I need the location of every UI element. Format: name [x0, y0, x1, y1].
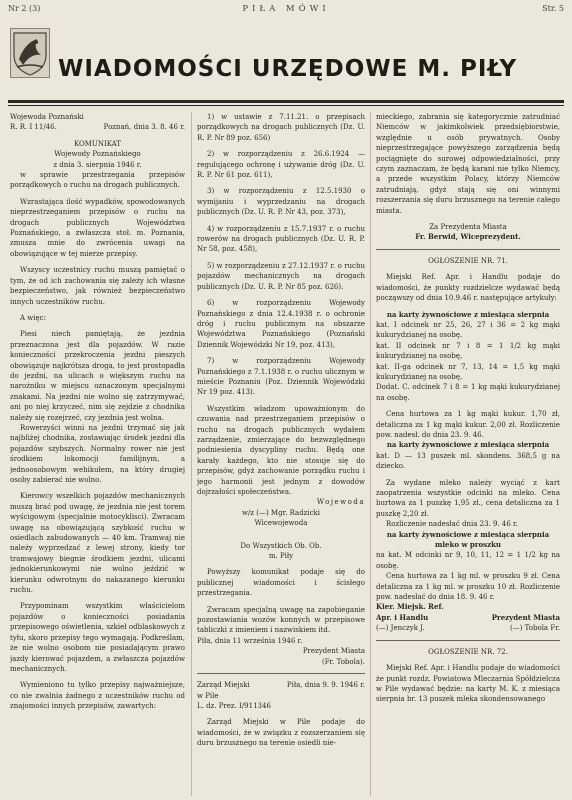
running-head	[8, 4, 564, 18]
paragraph: Cena hurtowa za 1 kg ml. w proszku 9 zł. Cena detaliczna za 1 kg ml. w proszku 10 zł. Rozliczenie pow. nadesłać do dnia 18. 9. 46 r.	[376, 572, 560, 602]
regulation-item: 5) w rozporządzeniu z 27.12.1937 r. o ruchu pojazdów mechanicznych na drogach publicznych (Dz. U. R. P. Nr 85 poz. 626).	[197, 261, 365, 291]
ration-heading: na karty żywnościowe z miesiąca sierpnia	[386, 529, 550, 539]
paragraph: Powyższy komunikat podaje się do publicznej wiadomości i ścisłego przestrzegania.	[197, 568, 365, 598]
column-2	[197, 112, 365, 796]
office-name: Zarząd Miejski	[197, 681, 250, 690]
signature-name: w/z (—) Mgr. Radzicki	[241, 508, 321, 517]
notice-subject: w sprawie przestrzegania przepisów porządkowych o ruchu na drogach publicznych.	[10, 171, 185, 190]
reference-number: R. R. I 11/46.	[10, 123, 57, 132]
masthead-rule-thin	[8, 105, 564, 106]
reference-number: L. dz. Prez. I/911346	[197, 701, 271, 710]
ration-item: na kat. M odcinki nr 9, 10, 11, 12 = 1 1/2 kg na osobę.	[376, 551, 560, 570]
notice-subheading: Wojewody Poznańskiego	[54, 150, 141, 159]
addressee-city: m. Piły	[268, 552, 294, 561]
signature-name: (—) Tobola Fr.	[509, 624, 560, 633]
paragraph-drivers: Kierowcy wszelkich pojazdów mechanicznych muszą brać pod uwagę, że jezdnia nie jest torem wyścigowym (specjalnie motocyklisci). Zwracam uwagę na obowiązującą szybkość ruchu w osiedlach zabudowanych — 40 km. Tramwaj nie należy wyprzedzać z lewej strony, kiedy tor tramwajowy biegnie środkiem jezdni, ulicami jednokierunkowymi nie wolno jeździć w kierunku odwrotnym do nakazanego kierunku ruchu.	[10, 492, 185, 595]
paragraph-cyclists: Rowerzyści winni na jezdni trzymać się jak najbliżej chodnika, zostawiając środek jezdni dla pojazdów szybszych. Normalny rower nie jest środkiem lokomocji familijnym, a jednoosobowym wehikułem, na który drugiej osoby zabierać nie wolno.	[10, 423, 185, 484]
ration-heading: na karty żywnościowe z miesiąca sierpnia	[386, 440, 550, 450]
office-line	[197, 680, 365, 690]
paragraph: Miejski Ref. Apr. i Handlu podaje do wiadomości, że punkty rozdzielcze wydawać będą począwszy od dnia 10.9.46 r. następujące artykuły:	[376, 273, 560, 303]
paragraph-pedestrians: Piesi niech pamiętają, że jezdnia przeznaczona jest dla pojazdów. W razie konieczności przekroczenia jezdni pieszych obowiązuje najkrótsza droga, to jest prostopadła do jezdni, na ulicach o większym ruchu na narożniku w miejscu oznaczonym specjalnymi znakami. Na jezdni nie wolno się zatrzymywać, ani po niej krzyczeć, nim się zejdzie z chodnika należy się rozejrzeć, czy jezdnia jest wolna.	[10, 330, 185, 422]
regulation-item: 4) w rozporządzeniu z 15.7.1937 r. o ruchu rowerów na drogach publicznych (Dz. U. R. P. Nr 58, poz. 458),	[197, 224, 365, 254]
regulation-item: 6) w rozporządzeniu Wojewody Poznańskiego z dnia 12.4.1938 r. o ochronie dróg i ruchu publicznym na obszarze Województwa Poznańskiego (Poznański Dziennik Wojewódzki Nr 19, poz. 413),	[197, 299, 365, 349]
column-divider	[370, 112, 371, 796]
addressee: Do Wszystkich Ob. Ob.	[240, 541, 322, 550]
ration-item: kat. II odcinek nr 7 i 8 = 1 1/2 kg mąki kukurydzianej na osobę,	[376, 341, 560, 361]
ration-heading: na karty żywnościowe z miesiąca sierpnia	[386, 309, 550, 319]
signature-name: Fr. Berwid, Wiceprezydent.	[415, 232, 521, 242]
paragraph: Wszystkim władzom upoważnionym do czuwania nad przestrzeganiem przepisów o ruchu na drogach publicznych wydałem zarządzenie, zmierzające do bezwzględnego podniesienia dyscypliny ruchu. Będą one karały każdego, kto nie stosuje się do przepisów, gdyż zachowanie porządku ruchu i jego harmonii jest jednym z dowodów dojrzałości społeczeństwa.	[197, 404, 365, 496]
paragraph: Rozliczenie nadesłać dnia 23. 9. 46 r.	[386, 520, 518, 529]
signature-title: Prezydent Miasta	[302, 647, 365, 656]
paragraph: Wymieniono tu tylko przepisy najważniejsze, co nie zwalnia żadnego z uczestników ruchu od znajomości innych przepisów, zawartych:	[10, 681, 185, 711]
regulation-item: 1) w ustawie z 7.11.21. o przepisach porządkowych na drogach publicznych (Dz. U. R. P. Nr 89 poz. 656)	[197, 113, 365, 142]
signature-title: Prezydent Miasta	[491, 612, 560, 622]
section-divider	[197, 673, 365, 674]
paragraph: Zwracam specjalną uwagę na zapobieganie pozostawiania wozów konnych w przepisowe tabliczki z imieniem i nazwiskiem itd.	[197, 605, 365, 635]
paragraph: Wzrastająca ilość wypadków, spowodowanych nieprzestrzeganiem przepisów o ruchu na drogach publicznych Województwa Poznańskiego, a zwłaszcza stoł. m. Poznania, zmusza mnie do zwrócenia uwagi na obowiązujące w tej mierze przepisy.	[10, 197, 185, 258]
column-3	[376, 112, 560, 796]
city-crest-image	[10, 28, 50, 78]
regulation-item: 3) w rozporządzeniu z 12.5.1930 o wymijaniu i wyprzedzaniu na drogach publicznych (Dz. U. R. P. Nr 43, poz. 373),	[197, 187, 365, 217]
paragraph: Zarząd Miejski w Pile podaje do wiadomości, że w związku z rozszerzaniem się duru brzusznego na terenie osiedli nie-	[197, 718, 365, 748]
paragraph: A więc:	[20, 313, 46, 322]
paragraph: Miejski Ref. Apr. i Handlu podaje do wiadomości że punkt rozdz. Powiatowa Mleczarnia Spółdzielcza w Pile wydawać będzie: na karty M. K. z miesiąca sierpnia br. 13 puszek mleka skondensowanego	[376, 664, 560, 704]
signature-row	[376, 602, 560, 612]
paragraph: mieckiego, zabrania się kategorycznie zatrudniać Niemców w jakimkolwiek przedsiębiorstwie, względnie u osób prywatnych. Osoby nieprzestrzegające powyższego zarządzenia będą pociągnięte do surowej odpowiedzialności, przy czym zaznaczam, że będą karani nie tylko Niemcy, a przede wszystkim Polacy, którzy Niemców zatrudniają, gdyż stają się oni winnymi rozszerzania się duru brzusznego na terenie całego miasta.	[376, 113, 560, 215]
signature-row	[376, 613, 560, 623]
signature-row	[376, 623, 560, 633]
paragraph: Za wydane mleko należy wyciąć z kart zaopatrzenia wszystkie odcinki na mleko. Cena hurtowa za 1 puszkę 1,95 zł., cena detaliczna za 1 puszkę 2,20 zł.	[376, 478, 560, 518]
place-date: Piła, dnia 9. 9. 1946 r.	[286, 681, 365, 690]
section-divider	[376, 640, 560, 641]
signature-role: Wicewojewoda	[254, 519, 308, 528]
place-date: Poznań, dnia 3. 8. 46 r.	[103, 123, 185, 132]
announcement-heading: OGŁOSZENIE NR. 71.	[428, 256, 508, 265]
section-divider	[376, 249, 560, 250]
masthead-title: WIADOMOŚCI URZĘDOWE M. PIŁY	[58, 56, 518, 82]
signature-title: Za Prezydenta Miasta	[429, 223, 507, 232]
ration-subheading: mleko w proszku	[434, 540, 502, 550]
ration-item: Dodat. C. odcinek 7 i 8 = 1 kg mąki kukurydzianej na osobę.	[376, 383, 560, 402]
office-city: w Pile	[197, 691, 219, 700]
signature-name: (Fr. Tobola).	[321, 657, 365, 666]
column-divider	[191, 112, 192, 796]
regulation-item: 2) w rozporządzeniu z 26.6.1924 — regulującego ochronę i używanie dróg (Dz. U. R. P. Nr 61 poz. 611),	[197, 150, 365, 180]
masthead-rule	[8, 100, 564, 103]
paragraph: Cena hurtowa za 1 kg mąki kukur. 1,70 zł, detaliczna za 1 kg mąki kukur. 2,00 zł. Rozliczenie pow. nadesł. do dnia 23. 9. 46.	[376, 410, 560, 439]
ration-item: kat. I odcinek nr 25, 26, 27 i 36 = 2 kg mąki kukurydzianej na osobę.	[376, 320, 560, 340]
paragraph: Wszyscy uczestnicy ruchu muszą pamiętać o tym, że od ich zachowania się zależy ich własne bezpieczeństwo, jak również bezpieczeństwo innych uczestników ruchu.	[10, 266, 185, 306]
place-date: Piła, dnia 11 września 1946 r.	[197, 636, 303, 645]
issuer: Wojewoda Poznański	[10, 113, 84, 121]
signature-name: (—) Jenczyk J.	[376, 624, 425, 633]
ration-item: kat. D — 13 puszek ml. skondens. 368,5 g na dziecko.	[376, 451, 560, 471]
ration-item: kat. II-ga odcinek nr 7, 13, 14 = 1,5 kg mąki kukurydzianej na osobę,	[376, 362, 560, 381]
issue-number: Nr 2 (3)	[8, 4, 41, 13]
signature-office: Apr. i Handlu	[376, 612, 429, 622]
reference-line	[10, 122, 185, 132]
publication-name: PIŁA MÓWI	[242, 4, 330, 14]
page-number: Str. 5	[542, 4, 564, 13]
announcement-heading: OGŁOSZENIE NR. 72.	[428, 647, 508, 656]
signature-title: Wojewoda	[316, 498, 365, 507]
notice-date: z dnia 3. sierpnia 1946 r.	[53, 160, 142, 169]
signature-office: Kier. Miejsk. Ref.	[376, 602, 444, 612]
paragraph: Przypominam wszystkim właścicielom pojazdów o konieczności posiadania przepisowego oświetlenia, szkieł odblaskowych z tyłu, skoro przepisy tego wymagają. Podkreślam, że nie wolno osobom nie posiadającym prawo jazdy kierować pojazdem, a zwłaszcza pojazdów mechanicznych.	[10, 602, 185, 673]
regulation-item: 7) w rozporządzeniu Wojewody Poznańskiego z 7.1.1938 r. o ruchu ulicznym w mieście Poznaniu (Poz. Dziennik Wojewódzki Nr 19 poz. 413).	[197, 357, 365, 397]
column-1	[10, 112, 185, 796]
notice-heading: KOMUNIKAT	[73, 139, 122, 148]
